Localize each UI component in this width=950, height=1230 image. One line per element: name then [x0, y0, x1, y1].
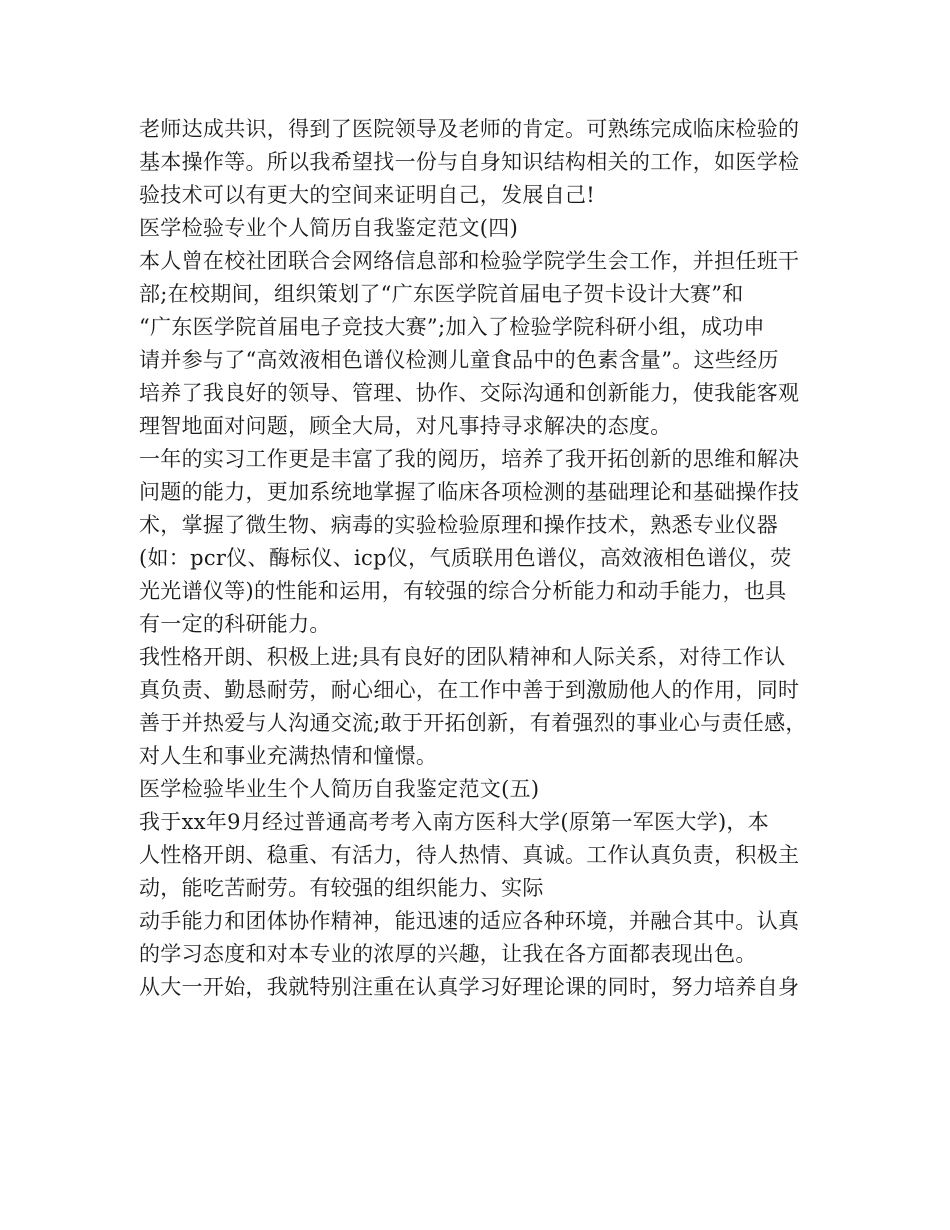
- text-line: 问题的能力，更加系统地掌握了临床各项检测的基础理论和基础操作技: [139, 480, 800, 504]
- text-line: 部;在校期间，组织策划了“广东医学院首届电子贺卡设计大赛”和: [139, 282, 744, 306]
- text-line: “广东医学院首届电子竞技大赛”;加入了检验学院科研小组，成功申: [139, 315, 765, 339]
- text-line: 基本操作等。所以我希望找一份与自身知识结构相关的工作，如医学检: [139, 150, 800, 174]
- text-line: 验技术可以有更大的空间来证明自己，发展自己!: [139, 183, 596, 207]
- text-line: 老师达成共识，得到了医院领导及老师的肯定。可熟练完成临床检验的: [139, 117, 800, 141]
- text-line: 光光谱仪等)的性能和运用，有较强的综合分析能力和动手能力，也具: [139, 579, 787, 603]
- document-body: [139, 113, 829, 1004]
- text-line: 术，掌握了微生物、病毒的实验检验原理和操作技术，熟悉专业仪器: [139, 513, 778, 537]
- text-line: 动手能力和团体协作精神，能迅速的适应各种环境，并融合其中。认真: [139, 909, 800, 933]
- text-line: 人性格开朗、稳重、有活力，待人热情、真诚。工作认真负责，积极主: [139, 843, 800, 867]
- text-line: 的学习态度和对本专业的浓厚的兴趣，让我在各方面都表现出色。: [139, 942, 757, 966]
- text-line: 一年的实习工作更是丰富了我的阅历，培养了我开拓创新的思维和解决: [139, 447, 800, 471]
- text-line: 有一定的科研能力。: [139, 612, 331, 636]
- section-heading: 医学检验毕业生个人简历自我鉴定范文(五): [139, 777, 540, 801]
- text-line: 我性格开朗、积极上进;具有良好的团队精神和人际关系，对待工作认: [139, 645, 786, 669]
- text-line: 培养了我良好的领导、管理、协作、交际沟通和创新能力，使我能客观: [139, 381, 800, 405]
- section-heading: 医学检验专业个人简历自我鉴定范文(四): [139, 216, 519, 240]
- text-line: 本人曾在校社团联合会网络信息部和检验学院学生会工作，并担任班干: [139, 249, 800, 273]
- text-line: (如：pcr仪、酶标仪、icp仪，气质联用色谱仪，高效液相色谱仪，荧: [139, 546, 792, 570]
- text-line: 从大一开始，我就特别注重在认真学习好理论课的同时，努力培养自身: [139, 975, 800, 999]
- text-line: 对人生和事业充满热情和憧憬。: [139, 744, 438, 768]
- text-line: 理智地面对问题，顾全大局，对凡事持寻求解决的态度。: [139, 414, 672, 438]
- text-line: 动，能吃苦耐劳。有较强的组织能力、实际: [139, 876, 544, 900]
- text-line: 真负责、勤恳耐劳，耐心细心，在工作中善于到激励他人的作用，同时: [139, 678, 800, 702]
- text-line: 请并参与了“高效液相色谱仪检测儿童食品中的色素含量”。这些经历: [139, 348, 779, 372]
- text-line: 我于xx年9月经过普通高考考入南方医科大学(原第一军医大学)，本: [139, 810, 770, 834]
- text-line: 善于并热爱与人沟通交流;敢于开拓创新，有着强烈的事业心与责任感，: [139, 711, 807, 735]
